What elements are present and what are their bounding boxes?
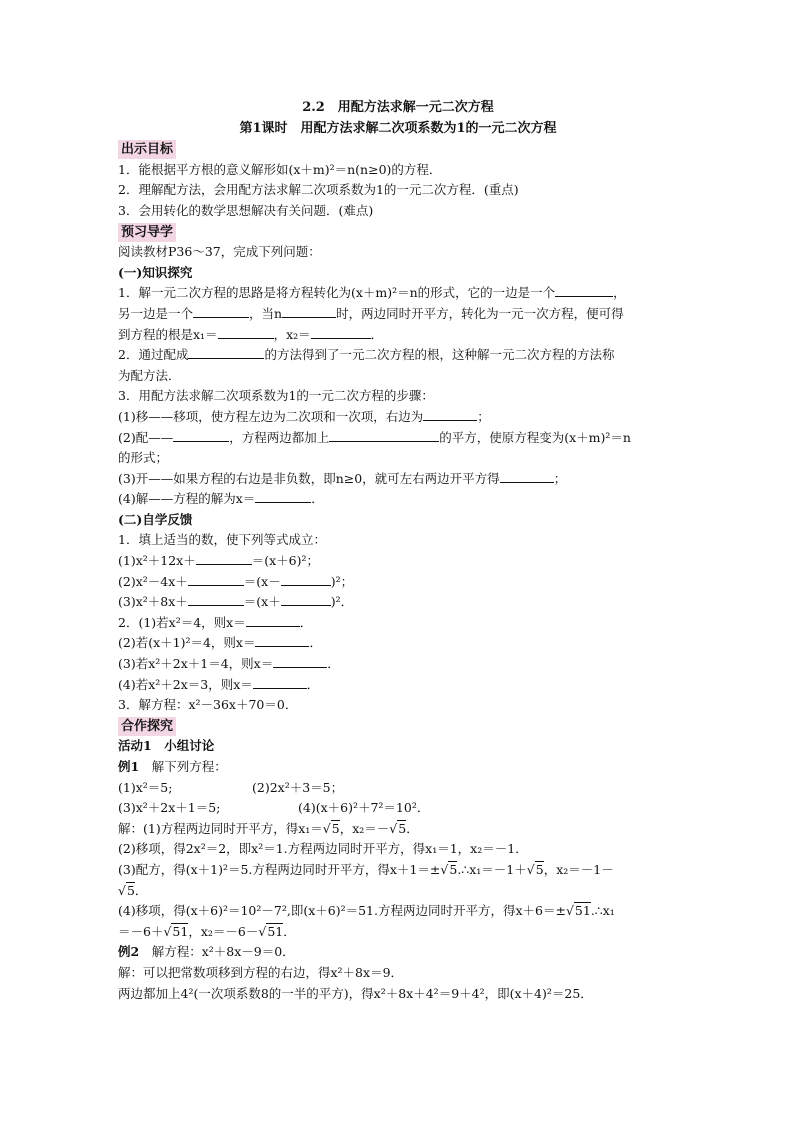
lesson-subtitle: 第1课时 用配方法求解二次项系数为1的一元二次方程	[239, 120, 557, 136]
q1-line-a: 1．解一元二次方程的思路是将方程转化为(x＋m)²＝n的形式，它的一边是一个 ，	[118, 285, 626, 301]
solution-4a: (4)移项，得(x＋6)²＝10²－7²,即(x＋6)²＝51.方程两边同时开平方，得x＋6＝±√51.∴x₁	[118, 903, 615, 919]
feedback-1-2: (2)x²－4x＋ ＝(x－ )²；	[118, 573, 354, 589]
blank[interactable]	[255, 490, 311, 503]
lesson-title: 2.2 用配方法求解一元二次方程	[302, 100, 494, 115]
blank[interactable]	[196, 552, 252, 565]
document-body	[118, 98, 678, 1004]
feedback-1-3: (3)x²＋8x＋ ＝(x＋ )²．	[118, 594, 354, 610]
solution-2: (2)移项，得2x²＝2，即x²＝1.方程两边同时开平方，得x₁＝1，x₂＝－1．	[118, 841, 528, 857]
feedback-2-4: (4)若x²＋2x＝3，则x＝ ．	[118, 676, 320, 692]
feedback-3: 3．解方程：x²－36x＋70＝0．	[118, 697, 298, 713]
example-2-step-1: 解：可以把常数项移到方程的右边，得x²＋8x＝9．	[118, 964, 404, 980]
q1-line-b: 另一边是一个 ，当n 时，两边同时开平方，转化为一元一次方程，便可得	[118, 305, 624, 321]
blank[interactable]	[281, 593, 331, 606]
preview-read: 阅读教材P36～37，完成下列问题：	[118, 244, 321, 260]
blank[interactable]	[500, 470, 554, 483]
solution-1: 解：(1)方程两边同时开平方，得x₁＝√5，x₂＝－√5．	[118, 820, 419, 836]
part-feedback: (二)自学反馈	[118, 511, 193, 527]
blank[interactable]	[193, 305, 249, 318]
example-1-row-2: (3)x²＋2x＋1＝5; (4)(x＋6)²＋7²＝10²．	[118, 800, 430, 816]
q2-line-a: 2．通过配成 的方法得到了一元二次方程的根，这种解一元二次方程的方法称	[118, 347, 615, 363]
q3: 3．用配方法求解二次项系数为1的一元二次方程的步骤：	[118, 388, 434, 404]
feedback-2-1: 2．(1)若x²＝4，则x＝ ．	[118, 614, 313, 630]
activity-1: 活动1 小组讨论	[118, 738, 215, 754]
blank[interactable]	[555, 284, 613, 297]
example-1-row-1: (1)x²＝5; (2)2x²＋3＝5；	[118, 779, 344, 795]
section-preview: 预习导学	[118, 223, 176, 242]
blank[interactable]	[188, 346, 264, 359]
blank[interactable]	[273, 655, 327, 668]
blank[interactable]	[246, 614, 300, 627]
q2-line-b: 为配方法．	[118, 367, 181, 383]
step-2: (2)配—— ，方程两边都加上 的平方，使原方程变为(x＋m)²＝n	[118, 429, 631, 445]
blank[interactable]	[282, 305, 336, 318]
example-2-step-2: 两边都加上4²(一次项系数8的一半的平方)，得x²＋8x＋4²＝9＋4²，即(x＋4)²＝25．	[118, 985, 593, 1001]
goal-1: 1．能根据平方根的意义解形如(x＋m)²＝n(n≥0)的方程．	[118, 161, 442, 177]
goal-3: 3．会用转化的数学思想解决有关问题．(难点)	[118, 202, 374, 218]
blank[interactable]	[173, 429, 229, 442]
blank[interactable]	[188, 573, 244, 586]
blank[interactable]	[311, 326, 371, 339]
blank[interactable]	[218, 326, 274, 339]
feedback-2-2: (2)若(x＋1)²＝4，则x＝ ．	[118, 635, 322, 651]
solution-4b: ＝－6＋√51，x₂＝－6－√51．	[118, 923, 296, 939]
part-knowledge: (一)知识探究	[118, 264, 193, 280]
example-2: 例2 解方程：x²＋8x－9＝0．	[118, 944, 295, 960]
q1-line-c: 到方程的根是x₁＝ ，x₂＝ ．	[118, 326, 384, 342]
step-2b: 的形式；	[118, 450, 169, 466]
blank[interactable]	[423, 408, 477, 421]
blank[interactable]	[253, 676, 307, 689]
feedback-1-1: (1)x²＋12x＋ ＝(x＋6)²；	[118, 553, 320, 569]
feedback-1: 1．填上适当的数，使下列等式成立：	[118, 532, 326, 548]
step-4: (4)解——方程的解为x＝ ．	[118, 491, 324, 507]
blank[interactable]	[188, 593, 244, 606]
blank[interactable]	[281, 573, 331, 586]
solution-3b: √5．	[118, 882, 148, 898]
step-1: (1)移——移项，使方程左边为二次项和一次项，右边为 ；	[118, 408, 490, 424]
section-goals: 出示目标	[118, 140, 176, 159]
section-coop: 合作探究	[118, 717, 176, 736]
example-1: 例1 解下列方程：	[118, 759, 227, 774]
solution-3a: (3)配方，得(x＋1)²＝5.方程两边同时开平方，得x＋1＝±√5.∴x₁＝－1＋√5，x₂＝－1－	[118, 861, 614, 877]
blank[interactable]	[255, 634, 309, 647]
feedback-2-3: (3)若x²＋2x＋1＝4，则x＝ ．	[118, 656, 340, 672]
blank[interactable]	[329, 429, 439, 442]
step-3: (3)开——如果方程的右边是非负数，即n≥0，就可左右两边开平方得 ；	[118, 470, 567, 486]
goal-2: 2．理解配方法，会用配方法求解二次项系数为1的一元二次方程．(重点)	[118, 182, 519, 198]
